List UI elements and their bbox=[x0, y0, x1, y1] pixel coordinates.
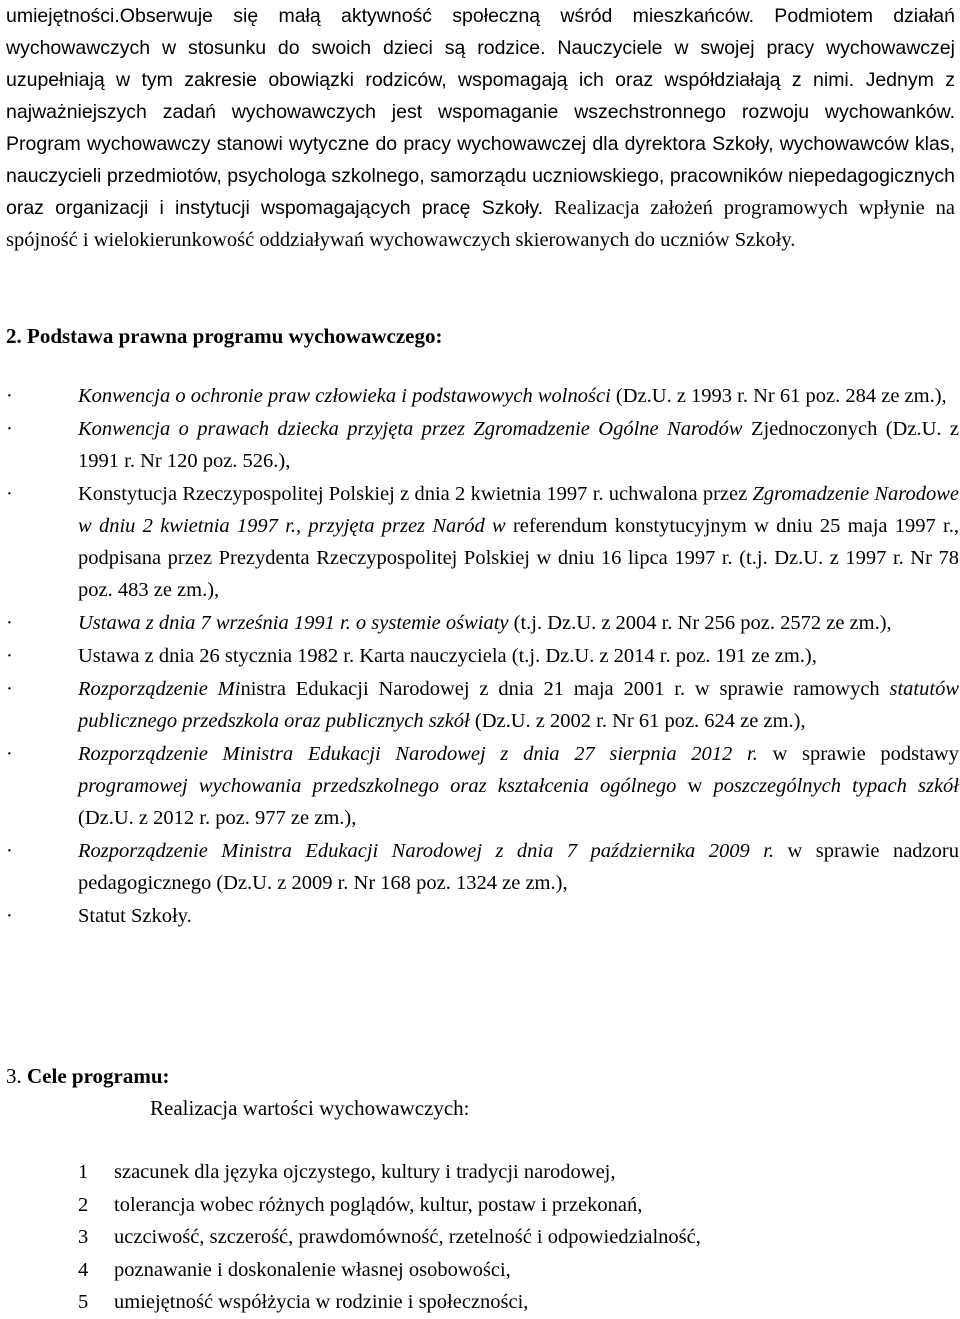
legal-basis-title: Ustawa z dnia 7 września 1991 r. o systemie oświaty bbox=[78, 612, 509, 634]
legal-basis-item bbox=[0, 673, 959, 737]
value-number: 1 bbox=[78, 1161, 89, 1183]
legal-basis-title: Rozporządzenie Mi bbox=[78, 678, 241, 700]
legal-basis-title: Rozporządzenie Ministra Edukacji Narodowej z dnia 27 sierpnia 2012 r. bbox=[78, 743, 758, 765]
legal-basis-title: Rozporządzenie Ministra Edukacji Narodowej z dnia 7 października 2009 r. bbox=[78, 840, 775, 862]
legal-basis-citation: (Dz.U. z 1993 r. Nr 61 poz. 284 ze zm.), bbox=[610, 385, 947, 407]
legal-basis-citation: w sprawie nadzoru pedagogicznego (Dz.U. z 2009 r. Nr 168 poz. 1324 ze zm.), bbox=[78, 840, 959, 894]
legal-basis-item bbox=[0, 380, 959, 412]
section-3-number: 3. bbox=[6, 1064, 22, 1088]
section-2-heading bbox=[6, 322, 443, 350]
legal-basis-title: Ustawa z dnia 26 stycznia 1982 r. Karta nauczyciela (t.j. Dz.U. z 2014 r. poz. 191 ze zm.), bbox=[78, 645, 817, 667]
legal-basis-citation: (Dz.U. z 2002 r. Nr 61 poz. 624 ze zm.), bbox=[469, 710, 806, 732]
bullet-icon: · bbox=[6, 905, 13, 927]
bullet-icon: · bbox=[6, 612, 13, 634]
legal-basis-item bbox=[0, 478, 959, 606]
section-3-title: Cele programu: bbox=[27, 1064, 170, 1088]
legal-basis-title-cont: w sprawie podstawy bbox=[757, 743, 959, 765]
legal-basis-italic-part: poszczególnych typach szkół bbox=[713, 775, 959, 797]
legal-basis-item bbox=[0, 413, 959, 477]
intro-paragraph-sans-text: umiejętności.Obserwuje się małą aktywność społeczną wśród mieszkańców. Podmiotem działań wychowawczych w stosunku do swoich dzieci są rodzice. Nauczyciele w swojej pracy wychowawczej uzupełniają w tym zakresie obowiązki rodziców, wspomagają ich oraz współdziałają z nimi. Jednym z najważniejszych zadań wychowawczych jest wspomaganie wszechstronnego rozwoju wychowanków. Program wychowawczy stanowi wytyczne do pracy wychowawczej dla dyrektora Szkoły, wychowawców klas, nauczycieli przedmiotów, psychologa szkolnego, samorządu uczniowskiego, pracowników niepedagogicznych oraz organizacji i instytucji wspomagających pracę Szkoły. bbox=[6, 5, 955, 219]
legal-basis-title-cont: nistra Edukacji Narodowej z dnia 21 maja 2001 r. w sprawie ramowych bbox=[240, 678, 890, 700]
legal-basis-title-cont: w bbox=[676, 775, 714, 797]
legal-basis-citation: referendum konstytucyjnym w dniu 25 maja 1997 r., podpisana przez Prezydenta Rzeczypospolitej Polskiej w dniu 16 lipca 1997 r. (t.j. Dz.U. z 1997 r. Nr 78 poz. 483 ze zm.), bbox=[78, 515, 959, 601]
value-number: 5 bbox=[78, 1291, 89, 1313]
legal-basis-item bbox=[0, 900, 959, 932]
legal-basis-italic-part: Zgromadzenie Narodowe w dniu 2 kwietnia 1997 r., przyjęta przez Naród w bbox=[78, 483, 959, 537]
legal-basis-item bbox=[0, 738, 959, 834]
bullet-icon: · bbox=[6, 678, 13, 700]
section-2-number: 2. bbox=[6, 324, 22, 348]
bullet-icon: · bbox=[6, 483, 13, 505]
value-number: 4 bbox=[78, 1258, 89, 1281]
value-text: uczciwość, szczerość, prawdomówność, rzetelność i odpowiedzialność, bbox=[114, 1226, 701, 1248]
legal-basis-citation: (Dz.U. z 2012 r. poz. 977 ze zm.), bbox=[78, 807, 357, 829]
value-text: szacunek dla języka ojczystego, kultury i tradycji narodowej, bbox=[114, 1161, 616, 1183]
bullet-icon: · bbox=[6, 645, 13, 667]
legal-basis-citation: Zjednoczonych (Dz.U. z 1991 r. Nr 120 poz. 526.), bbox=[78, 418, 959, 472]
intro-paragraph-serif-text: Realizacja założeń programowych wpłynie na spójność i wielokierunkowość oddziaływań wychowawczych skierowanych do uczniów Szkoły. bbox=[6, 197, 955, 251]
value-text: poznawanie i doskonalenie własnej osobowości, bbox=[114, 1258, 511, 1281]
values-intro: Realizacja wartości wychowawczych: bbox=[150, 1096, 470, 1120]
legal-basis-item bbox=[0, 640, 959, 672]
legal-basis-title: Konstytucja Rzeczypospolitej Polskiej z dnia 2 kwietnia 1997 r. uchwalona przez bbox=[78, 483, 753, 505]
legal-basis-italic-part: statutów publicznego przedszkola oraz publicznych szkół bbox=[78, 678, 959, 732]
value-number: 3 bbox=[78, 1226, 89, 1248]
intro-paragraph bbox=[6, 0, 955, 256]
legal-basis-title: Konwencja o prawach dziecka przyjęta przez Zgromadzenie Ogólne Narodów bbox=[78, 418, 743, 440]
legal-basis-title: Konwencja o ochronie praw człowieka i podstawowych wolności bbox=[78, 385, 611, 407]
bullet-icon: · bbox=[6, 743, 13, 765]
bullet-icon: · bbox=[6, 385, 13, 407]
bullet-icon: · bbox=[6, 840, 13, 862]
value-text: umiejętność współżycia w rodzinie i społeczności, bbox=[114, 1291, 529, 1313]
legal-basis-title: Statut Szkoły. bbox=[78, 905, 192, 927]
value-text: tolerancja wobec różnych poglądów, kultur, postaw i przekonań, bbox=[114, 1193, 643, 1216]
legal-basis-item bbox=[0, 607, 959, 639]
legal-basis-citation: (t.j. Dz.U. z 2004 r. Nr 256 poz. 2572 ze zm.), bbox=[508, 612, 892, 634]
section-3-heading bbox=[6, 1062, 170, 1090]
legal-basis-item bbox=[0, 835, 959, 899]
section-2-title: Podstawa prawna programu wychowawczego: bbox=[27, 324, 443, 348]
bullet-icon: · bbox=[6, 418, 13, 440]
legal-bases-list bbox=[0, 380, 960, 932]
value-number: 2 bbox=[78, 1193, 89, 1216]
legal-basis-italic-part: programowej wychowania przedszkolnego oraz kształcenia ogólnego bbox=[78, 775, 677, 797]
